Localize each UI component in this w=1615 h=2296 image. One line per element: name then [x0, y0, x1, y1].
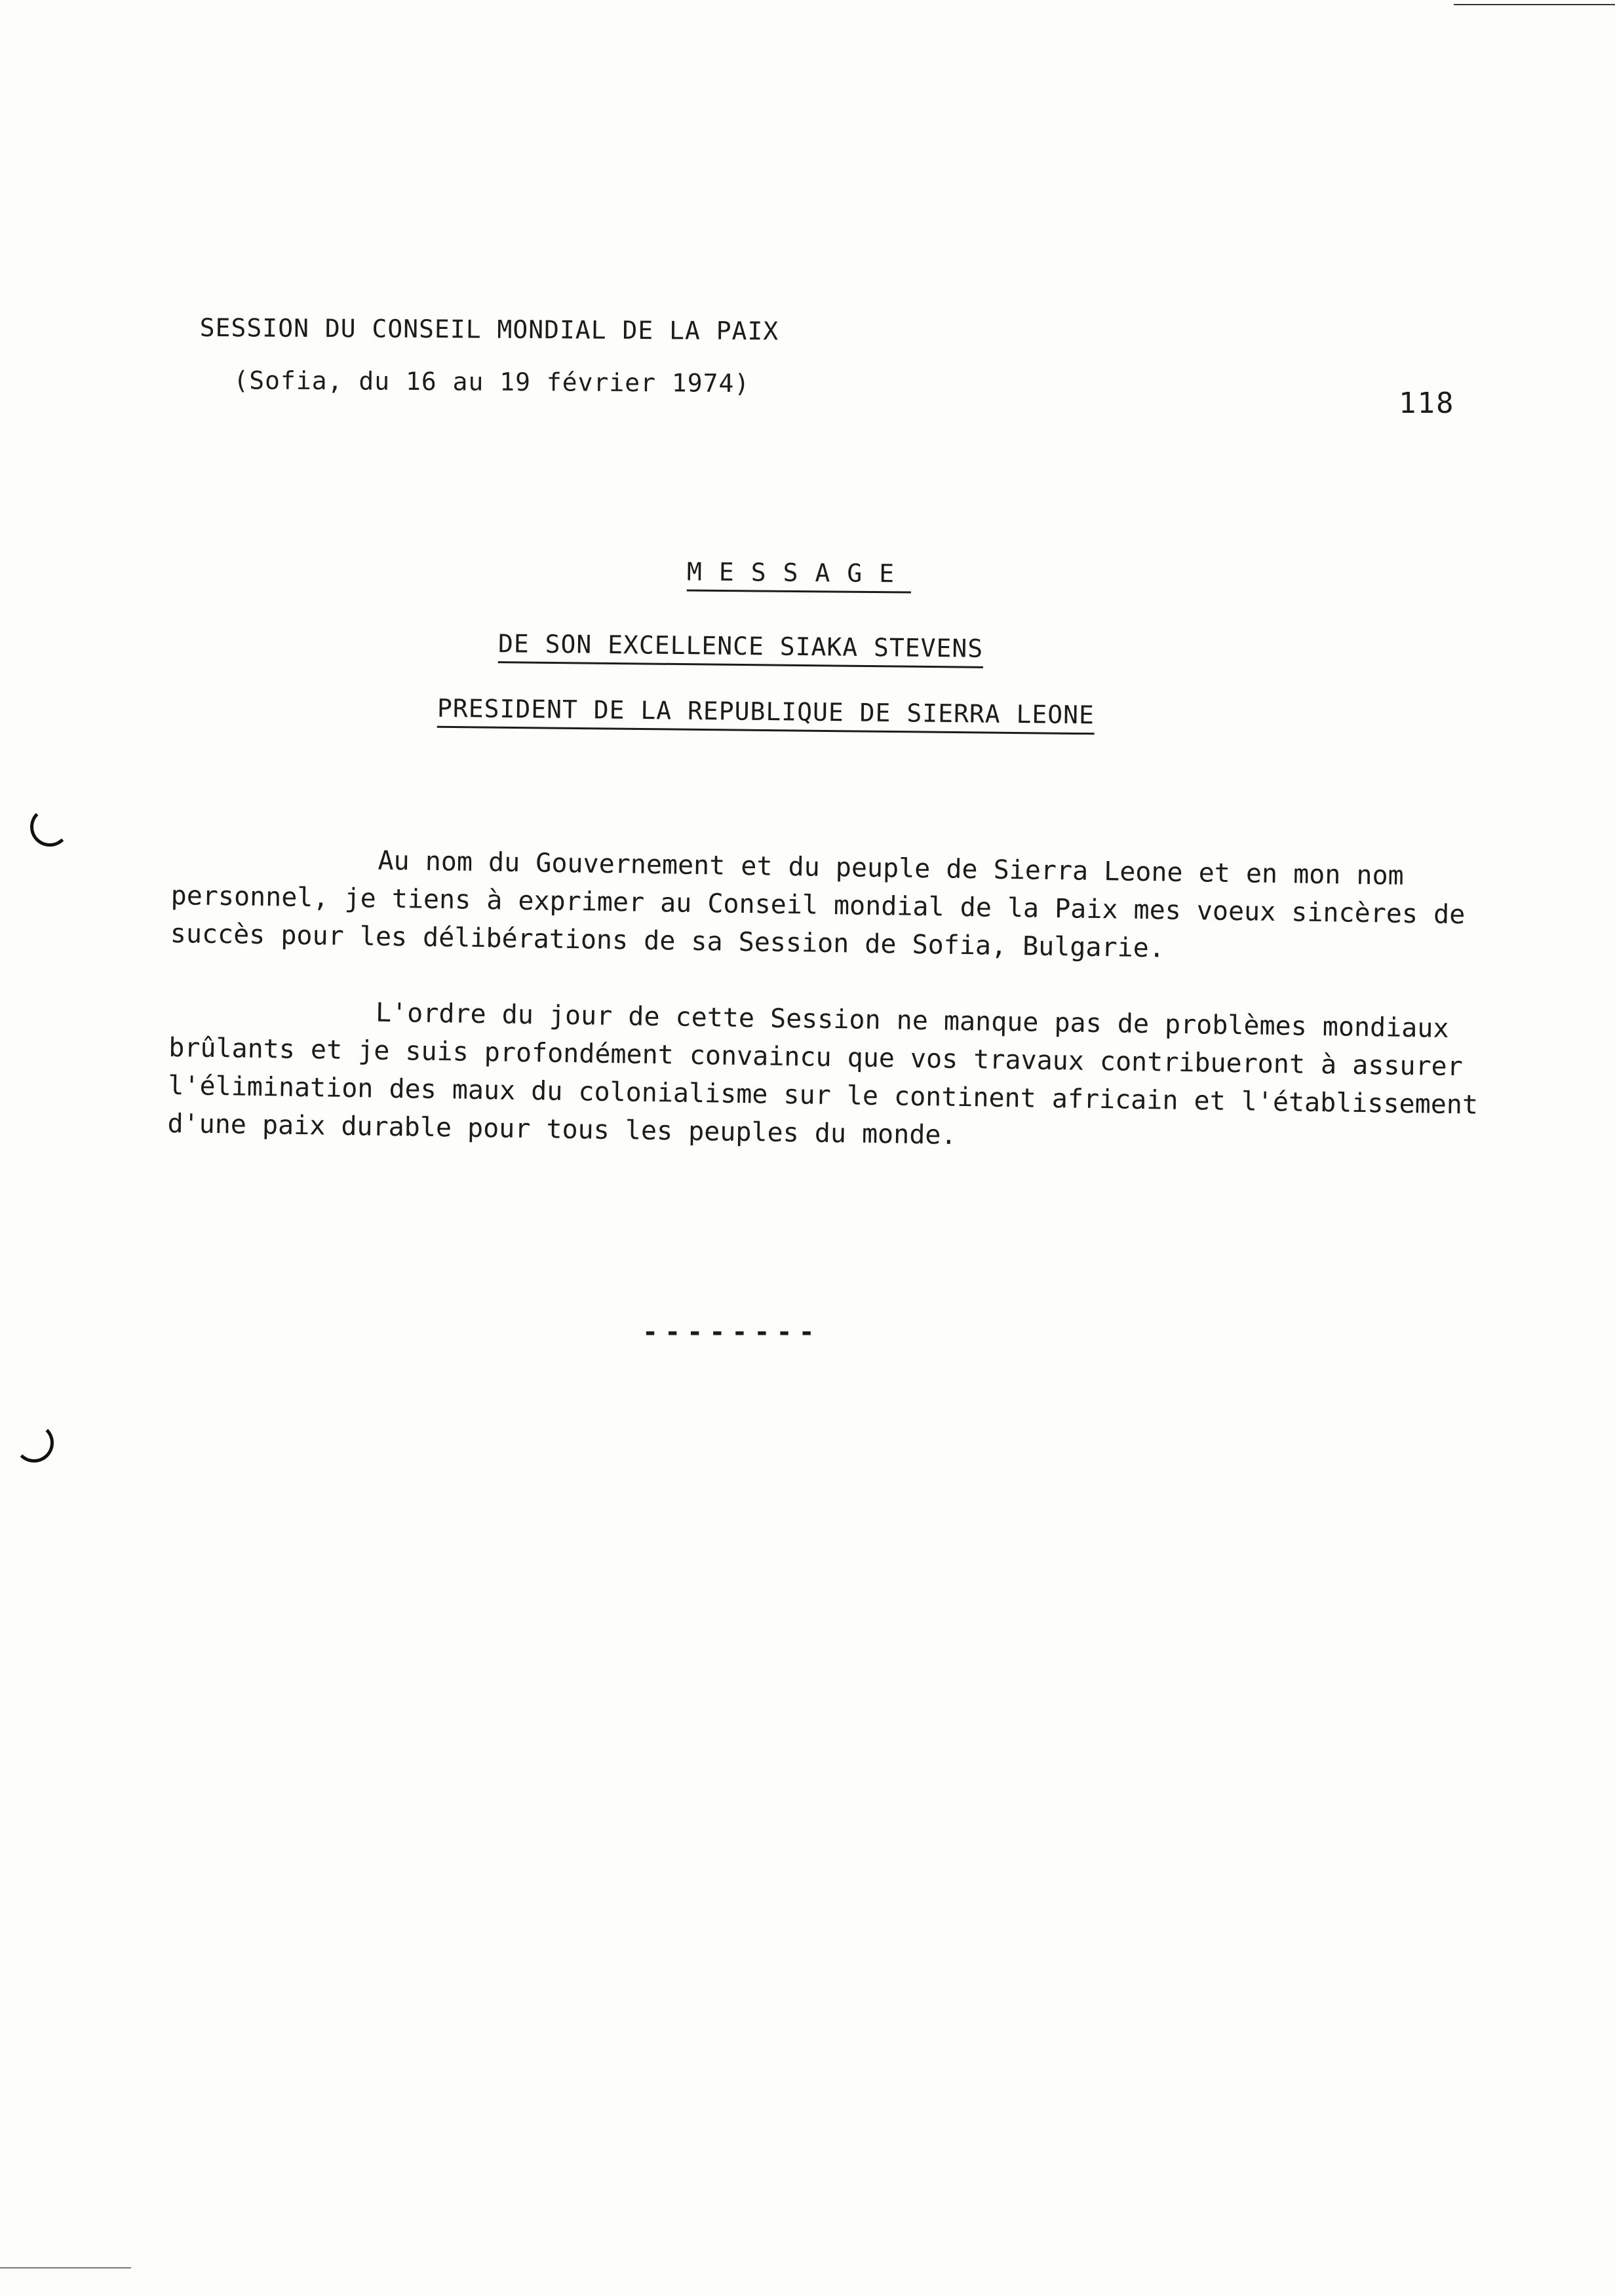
session-title: SESSION DU CONSEIL MONDIAL DE LA PAIX	[199, 313, 779, 346]
body-paragraph: L'ordre du jour de cette Session ne manque pas de problèmes mondiaux brûlants et je suis profondément convaincu que vos travaux contribueront à assurer l'élimination des maux du colonialisme sur le continent africain et l'établissement d'une paix durable pour tous les peuples du monde.	[167, 997, 1479, 1151]
page-number: 118	[1399, 387, 1455, 420]
punch-hole-mark	[14, 1423, 54, 1463]
punch-hole-mark	[30, 807, 69, 847]
session-dates: (Sofia, du 16 au 19 février 1974)	[233, 366, 750, 398]
title-excellence: DE SON EXCELLENCE SIAKA STEVENS	[497, 629, 984, 663]
scan-edge-line	[0, 2267, 131, 2268]
session-header	[199, 301, 779, 410]
title-message: MESSAGE	[686, 557, 912, 588]
scan-edge-line	[1454, 4, 1615, 5]
message-body	[166, 839, 1535, 1201]
title-president: PRESIDENT DE LA REPUBLIQUE DE SIERRA LEONE	[437, 693, 1095, 730]
separator-dashes: --------	[642, 1317, 821, 1347]
body-paragraph: Au nom du Gouvernement et du peuple de Sierra Leone et en mon nom personnel, je tiens à exprimer au Conseil mondial de la Paix mes voeux sincères de succès pour les délibérations de sa Session de Sofia, Bulgarie.	[170, 845, 1466, 964]
